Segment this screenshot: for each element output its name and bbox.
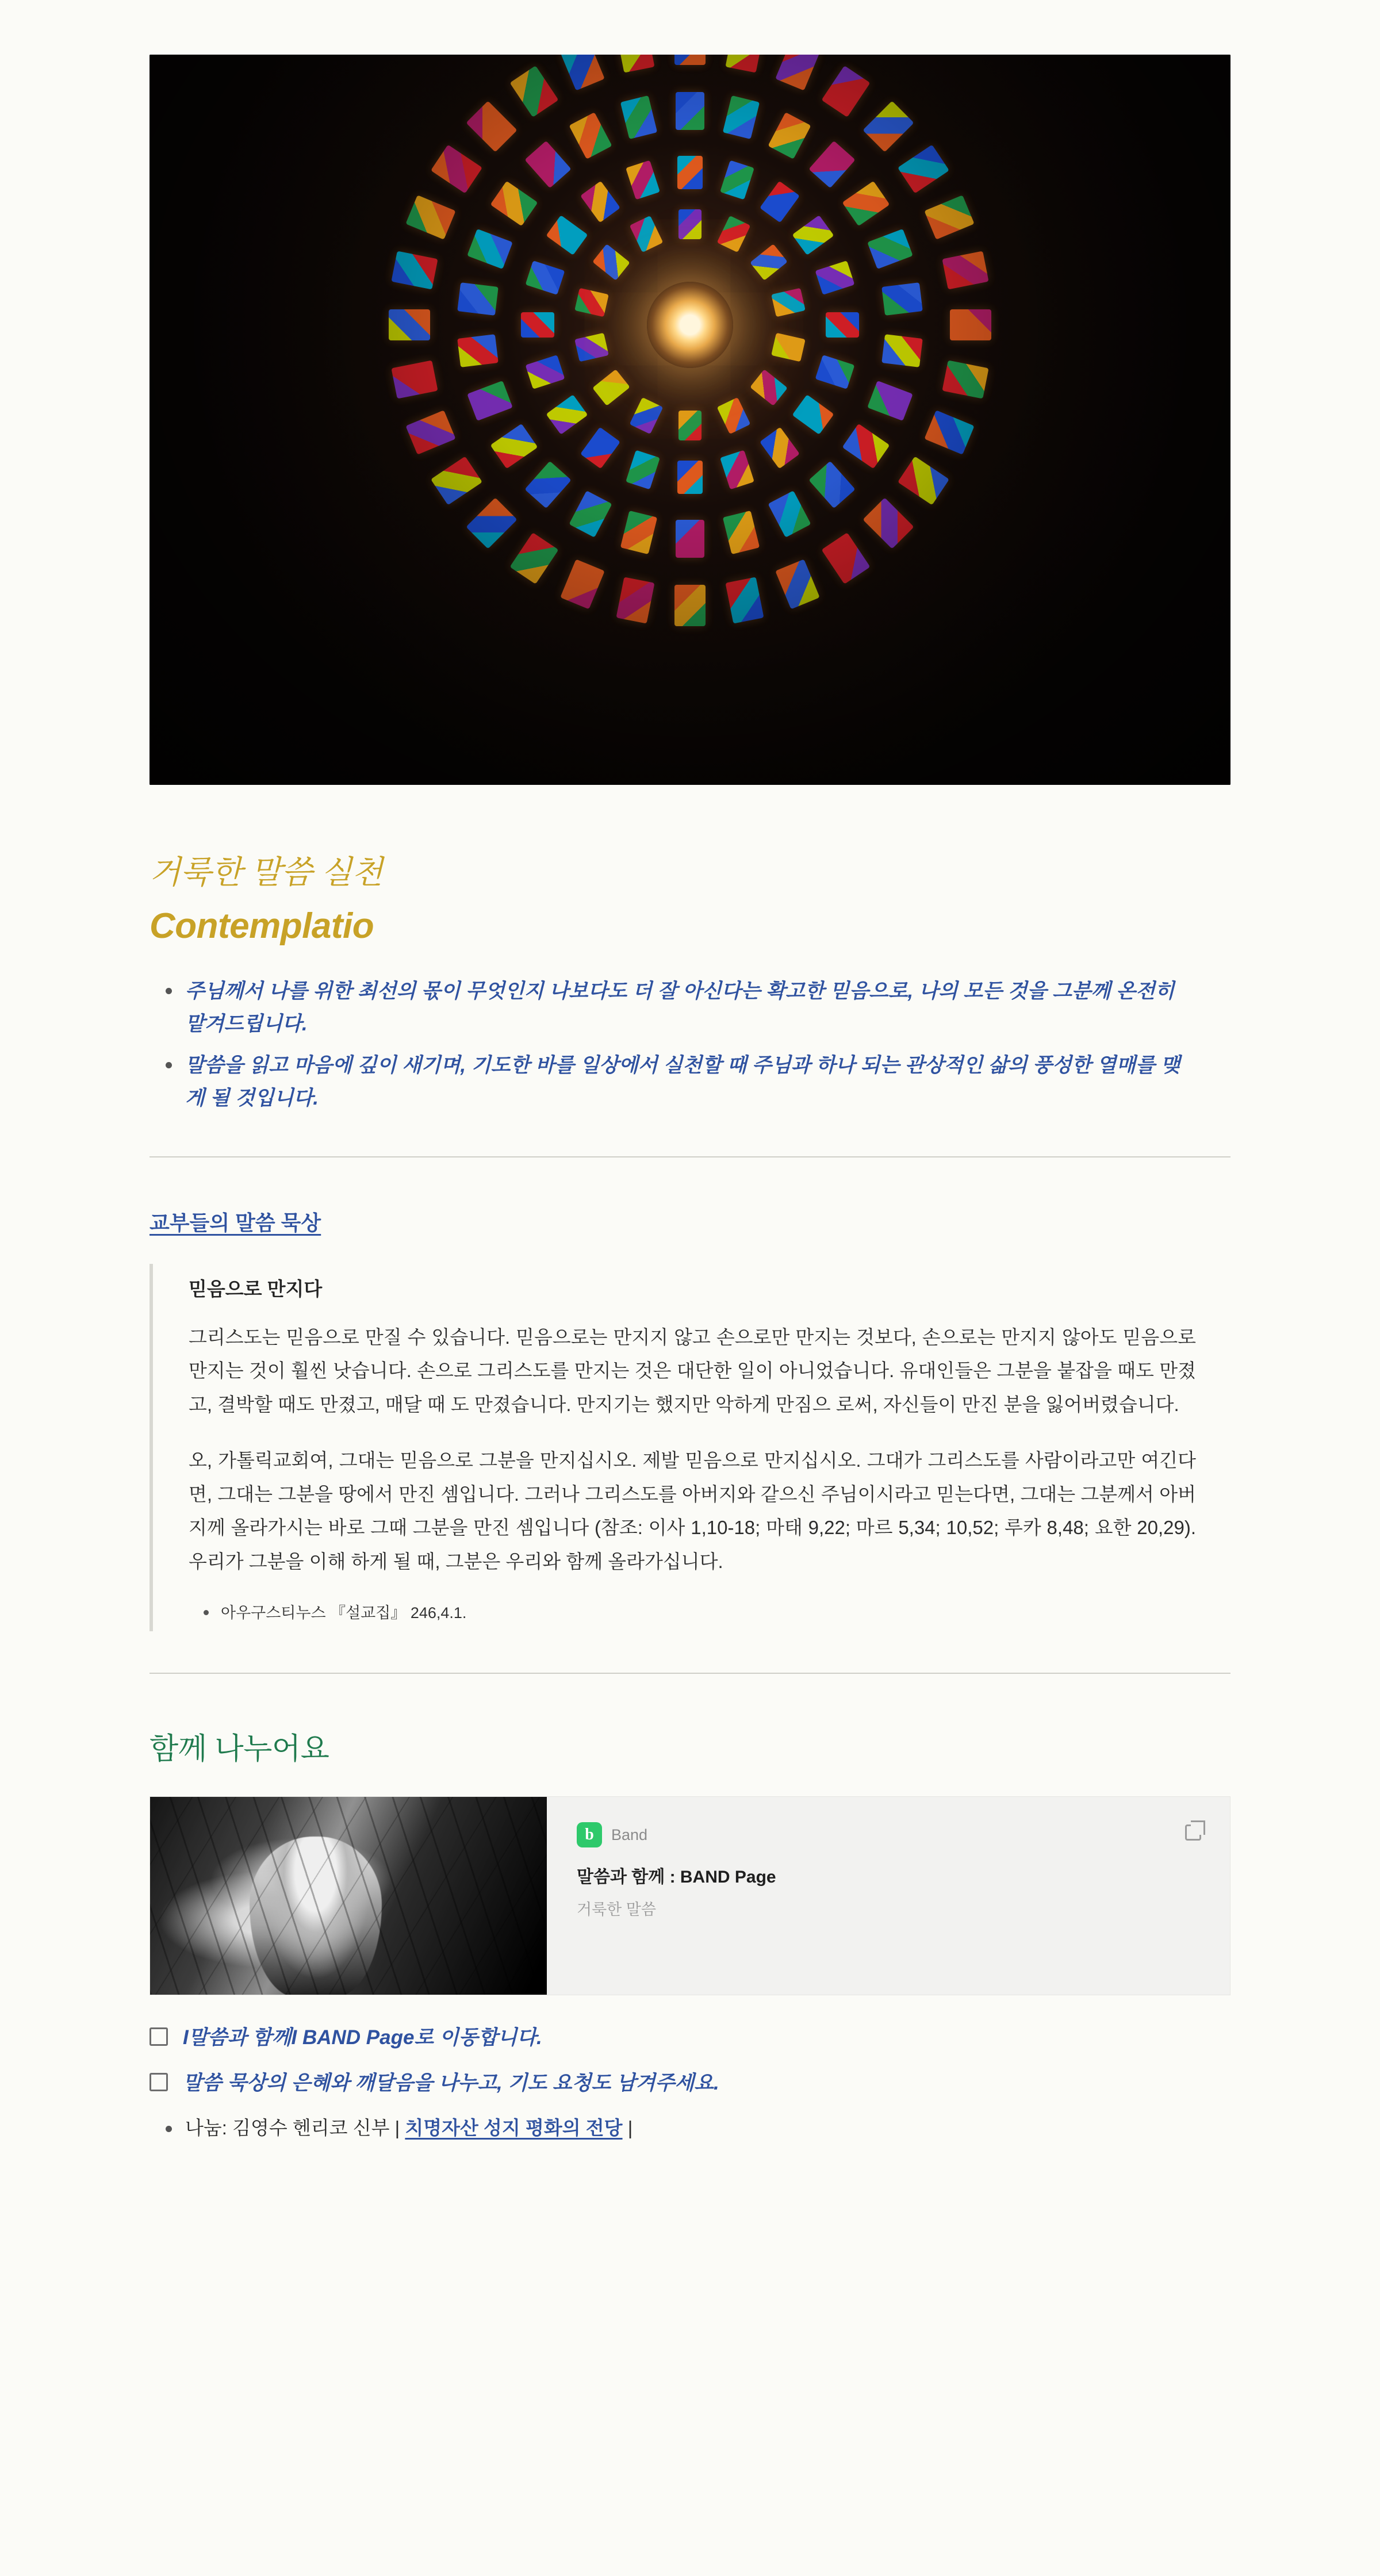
list-item: 주님께서 나를 위한 최선의 몫이 무엇인지 나보다도 더 잘 아신다는 확고한 믿음으로, 나의 모든 것을 그분께 온전히 맡겨드립니다. (185, 975, 1230, 1040)
credit-prefix: 나눔: 김영수 헨리코 신부 | (185, 2117, 400, 2139)
external-link-icon[interactable] (1185, 1824, 1201, 1841)
checkbox-2[interactable] (150, 2073, 168, 2091)
page-title-latin: Contemplatio (150, 906, 374, 946)
card-thumbnail (150, 1797, 547, 1995)
bottom-spacer (150, 2144, 1230, 2213)
checkbox-1[interactable] (150, 2027, 168, 2046)
citation-list (189, 1601, 1196, 1626)
divider-1 (150, 1156, 1230, 1157)
share-checklist (150, 2023, 1230, 2098)
content-column (150, 0, 1230, 2213)
list-item: 아우구스티누스 『설교집』 246,4.1. (221, 1601, 1196, 1626)
credit-suffix: | (627, 2117, 633, 2139)
page-title-korean: 거룩한 말씀 실천 (150, 854, 383, 890)
quote-paragraph: 그리스도는 믿음으로 만질 수 있습니다. 믿음으로는 만지지 않고 손으로만 만지는 것보다, 손으로는 만지지 않아도 믿음으로 만지는 것이 훨씬 낫습니다. 손으로 그리스도를 만지는 것은 대단한 일이 아니었습니다. 유대인들은 그분을 붙잡을 때도 만졌고, 결박할 때도 만졌고, 매달 때 도 만졌습니다. 만지기는 했지만 악하게 만짐으 로써, 자신들이 만진 분을 잃어버렸습니다. (189, 1326, 1196, 1416)
checklist-label: 말씀 묵상의 은혜와 깨달음을 나누고, 기도 요청도 남겨주세요. (183, 2071, 719, 2094)
list-item: 말씀을 읽고 마음에 깊이 새기며, 기도한 바를 일상에서 실천할 때 주님과 하나 되는 관상적인 삶의 풍성한 열매를 맺게 될 것입니다. (185, 1049, 1230, 1114)
card-subtitle: 거룩한 말씀 (577, 1901, 656, 1919)
practice-points-list (150, 975, 1230, 1115)
quote-paragraph: 오, 가톨릭교회여, 그대는 믿음으로 그분을 만지십시오. 제발 믿음으로 만지십시오. 그대가 그리스도를 사람이라고만 여긴다면, 그대는 그분을 땅에서 만진 셈입니다. 그러나 그리스도를 아버지와 같으신 주님이시라고 믿는다면, 그대는 그분께서 아버지께 올라가시는 바로 그때 그분을 만진 셈입니다 (참조: 이사 1,10-18; 마태 9,22; 마르 5,34; 10,52; 루카 8,48; 요한 20,29). 우리가 그분을 이해 하게 될 때, 그분은 우리와 함께 올라가십니다. (189, 1449, 1196, 1573)
thumbnail-branches (150, 1797, 547, 1995)
card-source-name: Band (611, 1826, 648, 1843)
band-logo-icon: b (577, 1822, 602, 1847)
band-link-card[interactable] (150, 1796, 1230, 1995)
shrine-link[interactable]: 치명자산 성지 평화의 전당 (405, 2117, 623, 2139)
card-body (547, 1797, 1230, 1995)
checklist-row[interactable] (150, 2068, 1230, 2099)
card-source (577, 1822, 1200, 1847)
fathers-section-link[interactable]: 교부들의 말씀 묵상 (150, 1210, 321, 1235)
share-section-title: 함께 나누어요 (150, 1732, 329, 1766)
list-item (185, 2113, 1230, 2144)
card-heading: 말씀과 함께 : BAND Page (577, 1868, 776, 1887)
checklist-label: I말씀과 함께I BAND Page로 이동합니다. (183, 2026, 542, 2049)
hero-vignette (150, 55, 1230, 785)
checklist-row[interactable] (150, 2023, 1230, 2053)
footer-credit-list (150, 2113, 1230, 2144)
fathers-quote-block (150, 1264, 1230, 1631)
hero-image (150, 55, 1230, 785)
divider-2 (150, 1673, 1230, 1674)
quote-title: 믿음으로 만지다 (189, 1278, 323, 1300)
